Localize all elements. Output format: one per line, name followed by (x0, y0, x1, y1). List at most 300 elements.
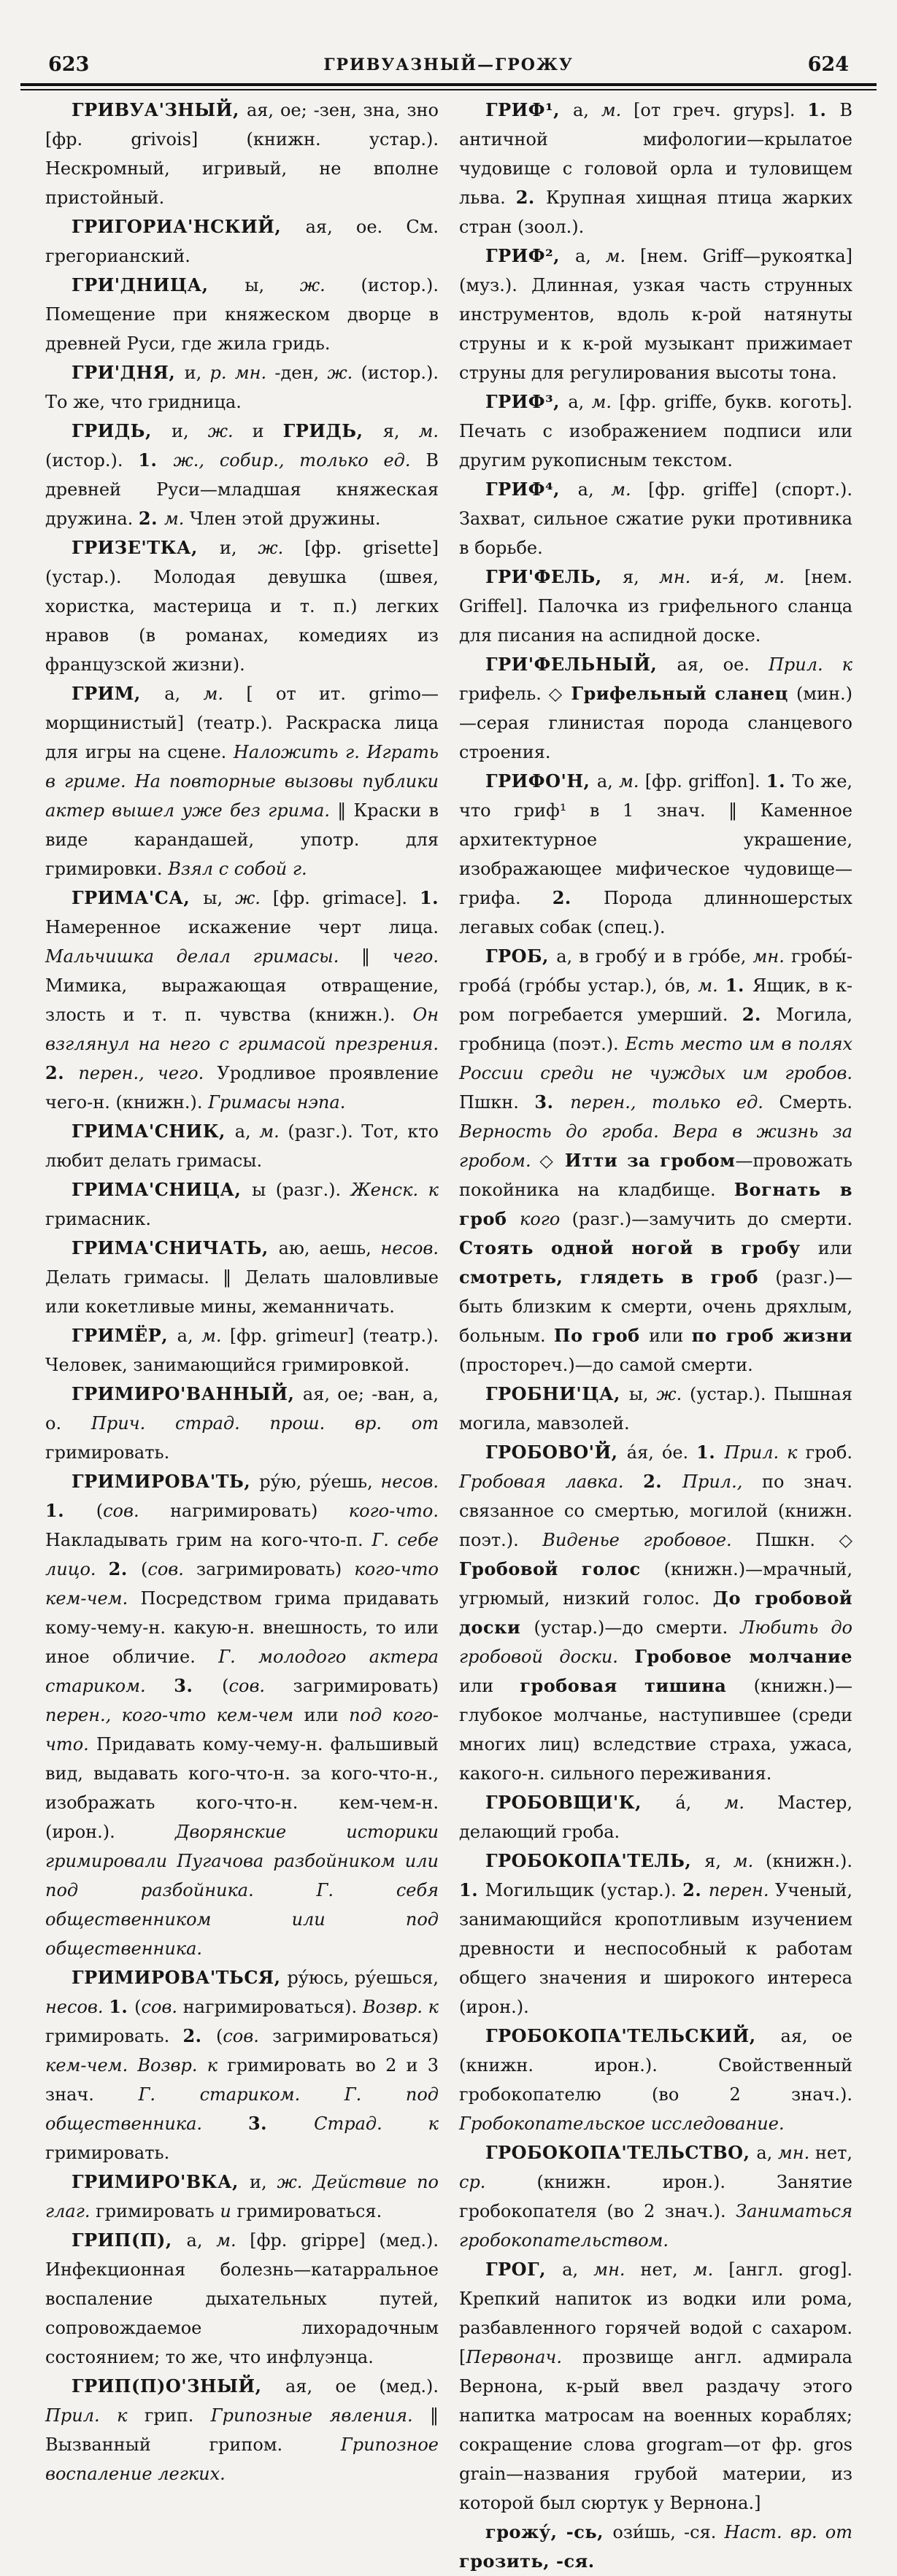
text-run: ГРИМИРО'ВАННЫЙ, (72, 1383, 303, 1404)
text-run: м. (601, 100, 634, 120)
text-run: гримироваться. (236, 2201, 382, 2221)
text-run: Прил., (682, 1471, 762, 1492)
text-run: кого-что кем-чем. (45, 1559, 439, 1609)
text-run: [фр. grippe] (мед.). Инфекционная болезнь—катарральное воспаление дыхательных путей, сопровождаемое лихорадочным состоянием; то же, что инфлуэнца. (45, 2230, 439, 2367)
text-run: ж. (656, 1384, 690, 1404)
text-run: По гроб (553, 1325, 650, 1346)
text-run: несов. (45, 1997, 109, 2017)
text-run: а, (234, 1121, 260, 1142)
text-run: Взял с собой г. (168, 859, 307, 879)
dictionary-entry (459, 475, 852, 562)
text-run: грифель. ◇ (459, 684, 571, 704)
text-run: ж. (207, 421, 253, 441)
text-run: а, (186, 2230, 217, 2251)
dictionary-entry (45, 1963, 439, 2167)
text-run: Могильщик (устар.). (485, 1880, 683, 1900)
text-run: ру́юсь, ру́ешься, (287, 1968, 439, 1988)
text-run: а, (574, 246, 606, 266)
text-run: -ден, (274, 363, 328, 383)
text-run: ( (141, 1559, 148, 1579)
text-run: Гробовая лавка. (459, 1471, 644, 1492)
dictionary-entry (459, 1438, 852, 1788)
text-run: [от греч. gryps]. (634, 100, 808, 120)
text-run: Прил. к (724, 1442, 806, 1463)
text-run: кем-чем. Возвр. к (45, 2055, 228, 2076)
text-run: и (220, 2201, 237, 2221)
text-run: а, (164, 684, 204, 704)
text-run: м. (216, 2230, 250, 2251)
dictionary-entry (45, 271, 439, 358)
text-run: То же, что гриф¹ в 1 знач. ‖ Каменное архитектурное украшение, изображающее мифическое чудовище—грифа. (459, 771, 853, 908)
dictionary-entry (459, 387, 852, 475)
text-run: р. мн. (209, 363, 275, 383)
text-run: ГРОБОКОПА'ТЕЛЬСКИЙ, (485, 2025, 781, 2046)
text-run: ГРИЗЕ'ТКА, (72, 537, 220, 558)
text-run: ГРИГОРИА'НСКИЙ, (72, 216, 306, 237)
text-run: ГРИДЬ, (72, 420, 172, 441)
text-run: ая, ое. (677, 654, 769, 675)
text-run: 3. (247, 2113, 315, 2134)
text-run: (устар.). Пышная могила, мавзолей. (459, 1384, 853, 1434)
text-run: 3. (534, 1091, 571, 1113)
text-run: м. (203, 684, 247, 704)
text-run: Посредством грима придавать кому-чему-н. какую-н. внешность, то или иное обличие. (45, 1588, 439, 1667)
text-run: ГРОБНИ'ЦА, (485, 1383, 629, 1404)
text-run: и, (249, 2172, 277, 2192)
text-run: Итти за гробом (564, 1150, 736, 1171)
text-run: ГРИ'ДНЯ, (72, 362, 185, 383)
dictionary-entry (45, 2226, 439, 2372)
text-run: сов. (103, 1501, 171, 1521)
text-run: 1. (138, 449, 174, 471)
text-run: несов. (380, 1471, 439, 1492)
text-run: ы (разг.). (252, 1180, 351, 1200)
text-run: гримировать (96, 2201, 220, 2221)
dictionary-entry (45, 2372, 439, 2488)
text-run: гримасник. (45, 1209, 151, 1229)
text-run: ая, ое (книжн. ирон.). Свойственный гробокопателю (во 2 знач.). (459, 2026, 852, 2105)
text-run: 2. (108, 1558, 141, 1579)
text-run: гробовая тишина (520, 1675, 754, 1696)
text-run: (книжн.). (765, 1851, 853, 1871)
text-run: м. (259, 1121, 288, 1142)
text-run: ср. (459, 2172, 537, 2192)
text-run: сов. (147, 1559, 196, 1579)
text-run: ГРОБОКОПА'ТЕЛЬСТВО, (485, 2142, 757, 2163)
page-body (45, 96, 852, 2576)
dictionary-entry (45, 883, 439, 1117)
text-run: ГРИ'ДНИЦА, (72, 274, 245, 295)
text-run: 1. (725, 975, 753, 996)
text-run: ГРИФ¹, (485, 99, 573, 120)
dictionary-entry (45, 212, 439, 271)
dictionary-entry (45, 1321, 439, 1380)
text-run: Прил. к (45, 2405, 145, 2426)
text-run: грожу́, -сь, (485, 2521, 613, 2542)
text-run: (книжн.)—глубокое молчанье, наступившее (среди многих лиц) вследствие страха, ужаса, какого-н. сильного переживания. (459, 1676, 852, 1784)
text-run: В древней Руси—младшая княжеская дружина. (45, 450, 439, 529)
text-run: —провожать покойника на кладбище. (459, 1150, 852, 1200)
text-run: а, (572, 100, 601, 120)
text-run: Намеренное искажение черт лица. (45, 917, 439, 937)
left-column (45, 96, 439, 2576)
text-run: (истор.). (45, 450, 139, 471)
text-run: ( (222, 1676, 229, 1696)
text-run: [фр. grisette] (устар.). Молодая девушка (швея, хористка, мастерица и т. п.) легких нравов (в романах, комедиях из французской жизни). (45, 538, 439, 675)
text-run: Смерть. (779, 1092, 853, 1113)
text-run: или (304, 1705, 350, 1725)
text-run: 1. (45, 1500, 96, 1521)
text-run: ж., собир., только ед. (173, 450, 426, 471)
text-run: (мин.)—серая глинистая порода сланцевого строения. (459, 684, 852, 762)
text-run: 1. (419, 887, 439, 908)
text-run: ру́ю, ру́ешь, (259, 1471, 381, 1492)
dictionary-entry (459, 1846, 852, 2022)
text-run: ГРОГ, (485, 2259, 563, 2280)
text-run: а, (568, 392, 592, 412)
text-run: Гробовое молчание (634, 1646, 852, 1667)
text-run: Ящик, в к-ром погребается умерший. (459, 975, 853, 1025)
text-run: перен., кого-что кем-чем (45, 1705, 304, 1725)
text-run: по гроб жизни (691, 1325, 852, 1346)
text-run: 1. (109, 1996, 135, 2017)
text-run: гримировать. (45, 2026, 183, 2046)
text-run: [ от ит. grimo—морщинистый] (театр.). Раскраска лица для игры на сцене. (45, 684, 439, 762)
text-run: ‖ Вызванный грипом. (45, 2405, 439, 2455)
text-run: ГРОБОВО'Й, (485, 1442, 627, 1463)
text-run: под кого-что. (45, 1705, 439, 1755)
text-run: ГРИФ³, (485, 391, 569, 412)
text-run: м. (605, 246, 640, 266)
text-run: ГРИМА'СНИЦА, (72, 1179, 253, 1200)
text-run: 1. (696, 1442, 725, 1463)
text-run: по знач. связанное со смертью, могилой (книжн. поэт.). (459, 1471, 852, 1550)
text-run: ж. (299, 275, 361, 295)
text-run: м. (591, 392, 620, 412)
text-run: ая, ое; -ван, а, о. (45, 1384, 439, 1434)
text-run: 2. (182, 2025, 216, 2046)
text-run: Наст. вр. от (724, 2522, 852, 2542)
text-run: Прил. к (768, 654, 852, 675)
text-run: Ученый, занимающийся кропотливым изучением древности и неспособный к работам общего значения и широкого интереса (ирон.). (459, 1880, 852, 2017)
text-run: смотреть, глядеть в гроб (459, 1266, 776, 1288)
text-run: или (649, 1326, 692, 1346)
text-run: Придавать кому-чему-н. фальшивый вид, выдавать кого-что-н. за кого-что-н., изображать кого-что-н. кем-чем-н. (ирон.). (45, 1734, 439, 1842)
text-run: Крупная хищная птица жарких стран (зоол.). (459, 187, 852, 237)
text-run: нет, (815, 2143, 853, 2163)
right-column (459, 96, 852, 2576)
text-run: мн. (593, 2259, 641, 2280)
dictionary-entry (45, 1234, 439, 1321)
text-run: а, в гробу́ и в гро́бе, (556, 946, 753, 967)
text-run: 1. (766, 770, 793, 792)
dictionary-entry (459, 1380, 852, 1438)
text-run: ози́шь, -ся. (612, 2522, 725, 2542)
text-run: (разг.)—замучить до смерти. (571, 1209, 852, 1229)
dictionary-entry (45, 533, 439, 679)
text-run: 2. (515, 187, 546, 208)
text-run: перен. (708, 1880, 775, 1900)
text-run: ы, (245, 275, 300, 295)
text-run: До гробовой доски (459, 1587, 852, 1638)
text-run: сов. (223, 2026, 273, 2046)
text-run: ГРИ'ФЕЛЬ, (485, 566, 623, 587)
text-run: [фр. grimace]. (272, 888, 420, 908)
text-run: 3. (174, 1675, 223, 1696)
text-run: Верность до гроба. Вера в жизнь за гробом. (459, 1121, 852, 1171)
text-run: мн. (752, 946, 791, 967)
text-run: [фр. griffe, букв. коготь]. Печать с изображением подписи или другим рукописным текстом. (459, 392, 852, 471)
dictionary-entry (45, 96, 439, 212)
text-run: ‖ Краски в виде карандашей, употр. для гримировки. (45, 800, 439, 879)
text-run: Возвр. к (362, 1997, 439, 2017)
text-run: грип. (144, 2405, 211, 2426)
text-run: и, (172, 421, 208, 441)
text-run: перен., только ед. (570, 1092, 779, 1113)
text-run: и, (184, 363, 210, 383)
dictionary-entry (45, 679, 439, 883)
text-run: (истор.). То же, что гридница. (45, 363, 439, 412)
text-run: нагримировать) (170, 1501, 349, 1521)
text-run: Накладывать грим на кого-что-п. (45, 1530, 372, 1550)
dictionary-entry (459, 942, 852, 1380)
text-run: ГРОБОВЩИ'К, (485, 1792, 676, 1813)
text-run: ◇ (539, 1150, 565, 1171)
text-run: ж. Действие по глаг. (45, 2172, 439, 2221)
text-run: ГРИМИРОВА'ТЬ, (72, 1471, 260, 1492)
text-run: (устар.)—до смерти. (534, 1617, 741, 1638)
text-run: (разг.). Тот, кто любит делать гримасы. (45, 1121, 439, 1171)
text-run: (разг.)—быть близким к смерти, очень дряхлым, больным. (459, 1267, 852, 1346)
text-run: ГРИ'ФЕЛЬНЫЙ, (485, 654, 677, 675)
dictionary-entry (45, 1380, 439, 1467)
text-run: [англ. grog]. Крепкий напиток из водки или рома, разбавленного горячей водой с сахаром. [ (459, 2259, 853, 2367)
text-run: м. (693, 2259, 729, 2280)
text-run: ая, ое; -зен, зна, зно [фр. grivois] (книжн. устар.). Нескромный, игривый, не вполне пристойный. (45, 100, 439, 208)
text-run: мн. (777, 2143, 815, 2163)
text-run: Г. себе лицо. (45, 1530, 439, 1579)
text-run: Грипозные явления. (210, 2405, 430, 2426)
header-rule (20, 83, 877, 90)
text-run: ГРИП(П), (72, 2229, 187, 2251)
text-run: кого (519, 1209, 572, 1229)
text-run: Грифельный сланец (571, 683, 796, 704)
dictionary-entry (459, 241, 852, 387)
text-run: Пшкн. ◇ (755, 1530, 852, 1550)
text-run: загримировать) (196, 1559, 355, 1579)
text-run: гримировать во 2 и 3 знач. (45, 2055, 439, 2105)
text-run: Могила, гробница (поэт.). (459, 1005, 852, 1054)
text-run: сов. (141, 1997, 183, 2017)
text-run: гробы́-гроба́ (гро́бы устар.), о́в, (459, 946, 852, 996)
text-run: м. (764, 567, 805, 587)
page-number-right: 624 (807, 53, 849, 76)
text-run: Делать гримасы. ‖ Делать шаловливые или кокетливые мины, жеманничать. (45, 1267, 439, 1317)
text-run: я, (382, 421, 419, 441)
dictionary-entry (45, 1175, 439, 1234)
text-run: Дворянские историки гримировали Пугачова разбойником или под разбойника. Г. себя общественником или под общественника. (45, 1822, 439, 1959)
text-run: [нем. Griff—рукоятка] (муз.). Длинная, узкая часть струнных инструментов, вдоль к-рой натянуты струны и к к-рой музыкант прижимает струны для регулирования высоты тона. (459, 246, 852, 383)
text-run: ( (96, 1501, 104, 1521)
text-run: ( (215, 2026, 223, 2046)
text-run: м. (418, 421, 439, 441)
text-run: 2. (45, 1062, 79, 1083)
text-run: ГРИМА'СА, (72, 887, 204, 908)
text-run: а́, (675, 1792, 725, 1813)
text-run: [фр. griffe] (спорт.). Захват, сильное сжатие руки противника в борьбе. (459, 479, 852, 558)
text-run: Первонач. (466, 2347, 583, 2367)
text-run: а́я, о́е. (626, 1442, 697, 1463)
text-run: ж. (235, 888, 273, 908)
running-title: ГРИВУАЗНЫЙ—ГРОЖУ (323, 55, 574, 74)
text-run: несов. (380, 1238, 439, 1258)
text-run: Страд. к (314, 2113, 439, 2134)
text-run: загримироваться) (272, 2026, 439, 2046)
text-run: Грипозное воспаление легких. (45, 2434, 439, 2484)
text-run: ая, ое (мед.). (285, 2376, 439, 2397)
text-run: м. (611, 479, 649, 500)
text-run: ГРИП(П)О'ЗНЫЙ, (72, 2375, 285, 2397)
text-run: гримировать. (45, 2143, 170, 2163)
dictionary-entry (45, 1117, 439, 1175)
text-run: м. (698, 975, 725, 996)
text-run: Прич. страд. прош. вр. от (91, 1413, 439, 1434)
text-run: м. (201, 1326, 230, 1346)
text-run: В античной мифологии—крылатое чудовище с головой орла и туловищем льва. (459, 100, 852, 208)
text-run: [фр. griffon]. (644, 771, 766, 792)
text-run: Мальчишка делал гримасы. (45, 946, 361, 967)
text-run: и-я́, (710, 567, 765, 587)
page-number-left: 623 (48, 53, 90, 76)
text-run: а, (577, 479, 612, 500)
text-run: ГРИМЁР, (72, 1325, 177, 1346)
dictionary-entry (459, 2255, 852, 2518)
text-run: ы, (203, 888, 235, 908)
text-run: а, (562, 2259, 594, 2280)
text-run: перен., чего. (78, 1063, 217, 1083)
text-run: Есть место им в полях России среди не чуждых им гробов. (459, 1034, 852, 1083)
dictionary-entry (459, 562, 852, 650)
text-run: ГРИМА'СНИК, (72, 1121, 235, 1142)
text-run: ы, (628, 1384, 657, 1404)
text-run: ж. (327, 363, 361, 383)
text-run: аю, аешь, (278, 1238, 381, 1258)
text-run: я, (704, 1851, 734, 1871)
text-run: я, (622, 567, 659, 587)
text-run: ГРИМИРО'ВКА, (72, 2171, 250, 2192)
text-run: Любить до гробовой доски. (459, 1617, 852, 1667)
text-run: загримировать) (293, 1676, 439, 1696)
text-run: и, (219, 538, 258, 558)
dictionary-entry (45, 358, 439, 417)
text-run: м. (733, 1851, 766, 1871)
text-run: или (817, 1238, 852, 1258)
text-run: (простореч.)—до самой смерти. (459, 1355, 753, 1375)
text-run: или (459, 1676, 520, 1696)
text-run: (книжн. ирон.). Занятие гробокопателя (во 2 знач.). (459, 2172, 852, 2221)
text-run: (книжн.)—мрачный, угрюмый, низкий голос. (459, 1559, 852, 1609)
dictionary-entry (45, 417, 439, 533)
text-run: гримировать. (45, 1442, 170, 1463)
text-run: нет, (640, 2259, 693, 2280)
text-run: Мастер, делающий гроба. (459, 1792, 852, 1842)
text-run: грозить, -ся. (459, 2550, 595, 2572)
text-run: м. (619, 771, 645, 792)
text-run: м. (163, 508, 190, 529)
text-run: ГРИМА'СНИЧАТЬ, (72, 1237, 279, 1258)
dictionary-entry (45, 1467, 439, 1963)
text-run: и (252, 421, 283, 441)
dictionary-entry (459, 1788, 852, 1846)
text-run: 1. (459, 1879, 485, 1900)
text-run: ГРОБОКОПА'ТЕЛЬ, (485, 1850, 705, 1871)
text-run: 2. (138, 508, 164, 529)
dictionary-entry (45, 2167, 439, 2226)
text-run: Гробовой голос (459, 1558, 664, 1579)
text-run: гроб. (805, 1442, 852, 1463)
text-run: ГРИДЬ, (282, 420, 383, 441)
text-run: ГРИМИРОВА'ТЬСЯ, (72, 1967, 288, 1988)
text-run: 1. (807, 99, 840, 120)
text-run: [нем. Griffel]. Палочка из грифельного сланца для писания на аспидной доске. (459, 567, 853, 646)
text-run: а, (756, 2143, 778, 2163)
dictionary-entry (459, 650, 852, 767)
text-run: Вогнать в гроб (459, 1179, 852, 1229)
text-run: ‖ (361, 946, 393, 967)
text-run: Порода длинношерстых легавых собак (спец.). (459, 888, 852, 937)
text-run: Виденье гробовое. (542, 1530, 756, 1550)
dictionary-entry (459, 2022, 852, 2138)
dictionary-entry (459, 2138, 852, 2255)
text-run: ая, ое. См. грегорианский. (45, 217, 439, 266)
text-run: Г. молодого актера стариком. (45, 1647, 439, 1696)
text-run: ГРИВУА'ЗНЫЙ, (72, 99, 247, 120)
text-run: [фр. grimeur] (театр.). Человек, занимающийся гримировкой. (45, 1326, 439, 1375)
text-run: ГРИФ⁴, (485, 479, 578, 500)
text-run: нагримироваться). (182, 1997, 363, 2017)
dictionary-entry (459, 96, 852, 241)
dictionary-entry (459, 2518, 852, 2576)
text-run: Пшкн. (459, 1092, 535, 1113)
text-run: мн. (658, 567, 711, 587)
text-run: Женск. к (350, 1180, 439, 1200)
text-run: Гримасы нэпа. (208, 1092, 346, 1113)
text-run: 2. (682, 1879, 709, 1900)
text-run: (истор.). Помещение при княжеском дворце в древней Руси, где жила гридь. (45, 275, 439, 354)
text-run: ГРОБ, (485, 945, 557, 967)
dictionary-entry (459, 767, 852, 942)
text-run: Гробокопательское исследование. (459, 2113, 785, 2134)
text-run: 2. (742, 1004, 777, 1025)
text-run: 2. (643, 1471, 683, 1492)
text-run: ГРИМ, (72, 683, 165, 704)
text-run: чего. (392, 946, 439, 967)
text-run: ГРИФО'Н, (485, 770, 597, 792)
text-run: Член этой дружины. (189, 508, 381, 529)
text-run: ГРИФ², (485, 245, 575, 266)
text-run: кого-что. (348, 1501, 439, 1521)
text-run: Мимика, выражающая отвращение, злость и т. п. чувства (книжн.). (45, 975, 439, 1025)
text-run: Наложить г. Играть в гриме. На повторные вызовы публики актер вышел уже без грима. (45, 742, 439, 821)
page-header (22, 53, 875, 77)
text-run: ж. (258, 538, 305, 558)
text-run: а, (596, 771, 620, 792)
text-run: Г. стариком. Г. под общественника. (45, 2084, 439, 2134)
text-run: ( (134, 1997, 142, 2017)
text-run: а, (177, 1326, 201, 1346)
text-run: Стоять одной ногой в гробу (459, 1237, 818, 1258)
text-run: прозвище англ. адмирала Вернона, к-рый ввел раздачу этого напитка матросам на военных кораблях; сокращение слова grogram—от фр. gros grain—названия грубой материи, из которой был сюртук у Вернона.] (459, 2347, 852, 2513)
